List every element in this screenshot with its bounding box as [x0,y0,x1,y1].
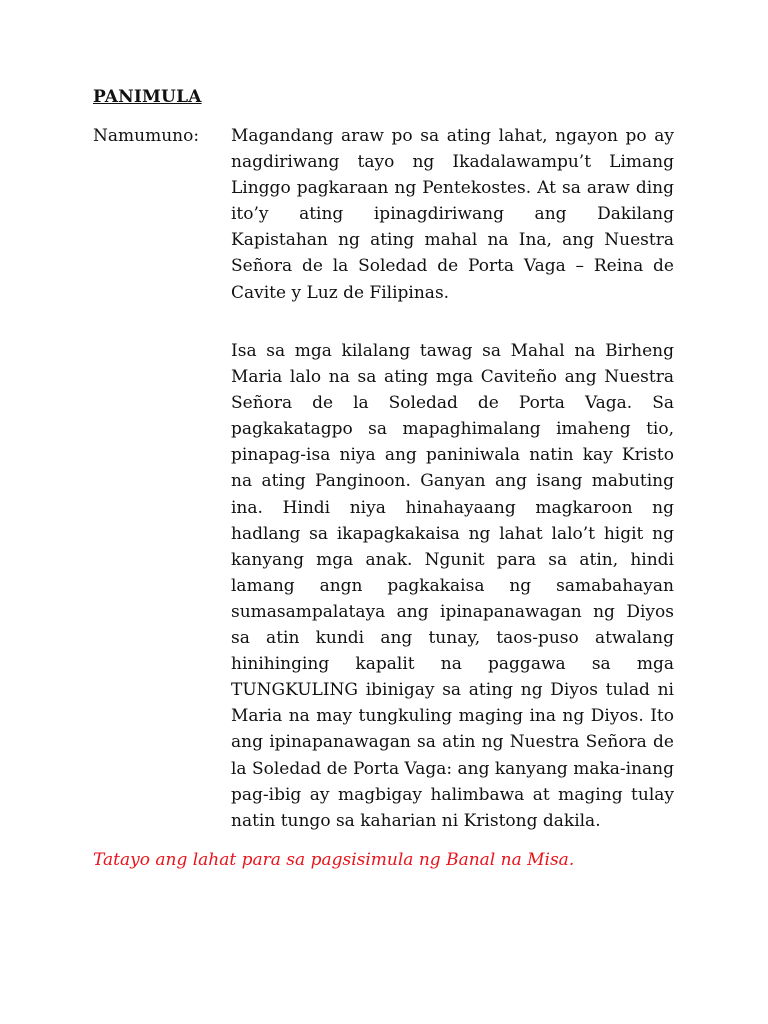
speaker-label: Namumuno: [93,126,200,146]
section-heading: PANIMULA [93,87,202,107]
paragraph-intro: Magandang araw po sa ating lahat, ngayon po ay nagdiriwang tayo ng Ikadalawampu’t Limang Linggo pagkaraan ng Pentekostes. At sa araw ding ito’y ating ipinagdiriwang ang Dakilang Kapistahan ng ating mahal na Ina, ang Nuestra Señora de la Soledad de Porta Vaga – Reina de Cavite y Luz de Filipinas. [231,126,674,303]
paragraph-body: Isa sa mga kilalang tawag sa Mahal na Birheng Maria lalo na sa ating mga Caviteño ang Nuestra Señora de la Soledad de Porta Vaga. Sa pagkakatagpo sa mapaghimalang imaheng tio, pinapag-isa niya ang paniniwala natin kay Kristo na ating Panginoon. Ganyan ang isang mabuting ina. Hindi niya hinahayaang magkaroon ng hadlang sa ikapagkakaisa ng lahat lalo’t higit ng kanyang mga anak. Ngunit para sa atin, hindi lamang angn pagkakaisa ng samabahayan sumasampalataya ang ipinapanawagan ng Diyos sa atin kundi ang tunay, taos-puso atwalang hinihinging kapalit na paggawa sa mga TUNGKULING ibinigay sa ating ng Diyos tulad ni Maria na may tungkuling maging ina ng Diyos. Ito ang ipinapanawagan sa atin ng Nuestra Señora de la Soledad de Porta Vaga: ang kanyang maka-inang pag-ibig ay magbigay halimbawa at maging tulay natin tungo sa kaharian ni Kristong dakila. [231,341,675,831]
rubric-instruction: Tatayo ang lahat para sa pagsisimula ng Banal na Misa. [93,850,575,870]
